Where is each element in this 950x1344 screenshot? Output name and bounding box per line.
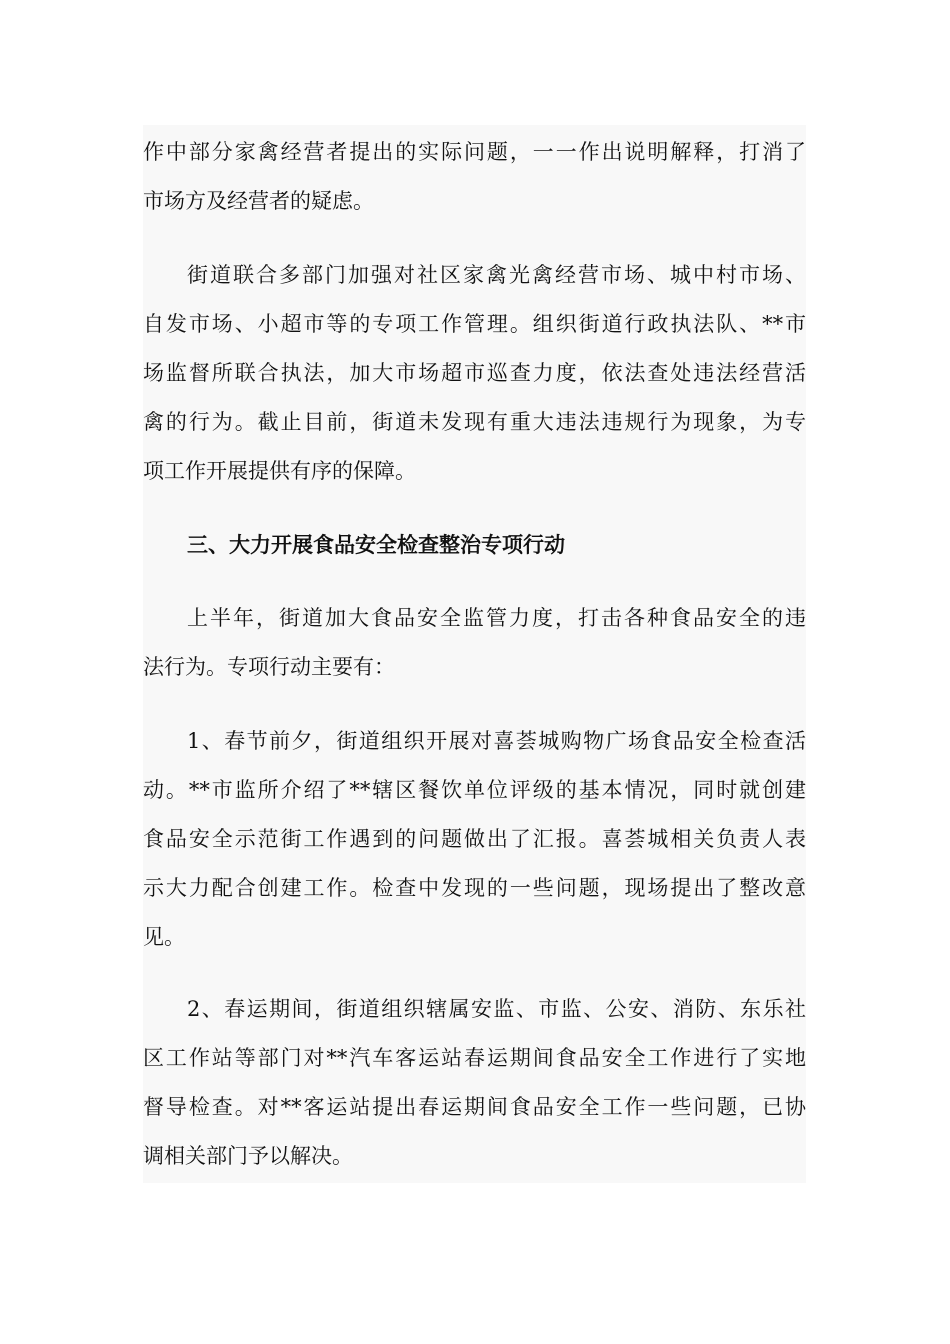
paragraph-line: 督导检查。对**客运站提出春运期间食品安全工作一些问题，已协 — [143, 1095, 806, 1119]
paragraph-line: 自发市场、小超市等的专项工作管理。组织街道行政执法队、**市 — [143, 312, 806, 336]
paragraph-line: 2、春运期间，街道组织辖属安监、市监、公安、消防、东乐社 — [187, 997, 806, 1021]
paragraph-line: 上半年，街道加大食品安全监管力度，打击各种食品安全的违 — [187, 606, 806, 630]
paragraph-line: 场监督所联合执法，加大市场超市巡查力度，依法查处违法经营活 — [143, 361, 806, 385]
document-body — [143, 125, 806, 1183]
paragraph-line: 调相关部门予以解决。 — [143, 1144, 353, 1168]
paragraph-line: 项工作开展提供有序的保障。 — [143, 459, 416, 483]
paragraph-line: 作中部分家禽经营者提出的实际问题，一一作出说明解释，打消了 — [143, 140, 806, 164]
paragraph-line: 禽的行为。截止目前，街道未发现有重大违法违规行为现象，为专 — [143, 410, 806, 434]
paragraph-line: 见。 — [143, 925, 185, 949]
paragraph-line: 法行为。专项行动主要有： — [143, 655, 395, 679]
paragraph-line: 区工作站等部门对**汽车客运站春运期间食品安全工作进行了实地 — [143, 1046, 806, 1070]
paragraph-line: 食品安全示范街工作遇到的问题做出了汇报。喜荟城相关负责人表 — [143, 827, 806, 851]
section-heading: 三、大力开展食品安全检查整治专项行动 — [187, 533, 565, 557]
paragraph-line: 街道联合多部门加强对社区家禽光禽经营市场、城中村市场、 — [187, 263, 806, 287]
paragraph-line: 示大力配合创建工作。检查中发现的一些问题，现场提出了整改意 — [143, 876, 806, 900]
paragraph-line: 动。**市监所介绍了**辖区餐饮单位评级的基本情况，同时就创建 — [143, 778, 806, 802]
paragraph-line: 市场方及经营者的疑虑。 — [143, 189, 374, 213]
paragraph-line: 1、春节前夕，街道组织开展对喜荟城购物广场食品安全检查活 — [187, 729, 806, 753]
